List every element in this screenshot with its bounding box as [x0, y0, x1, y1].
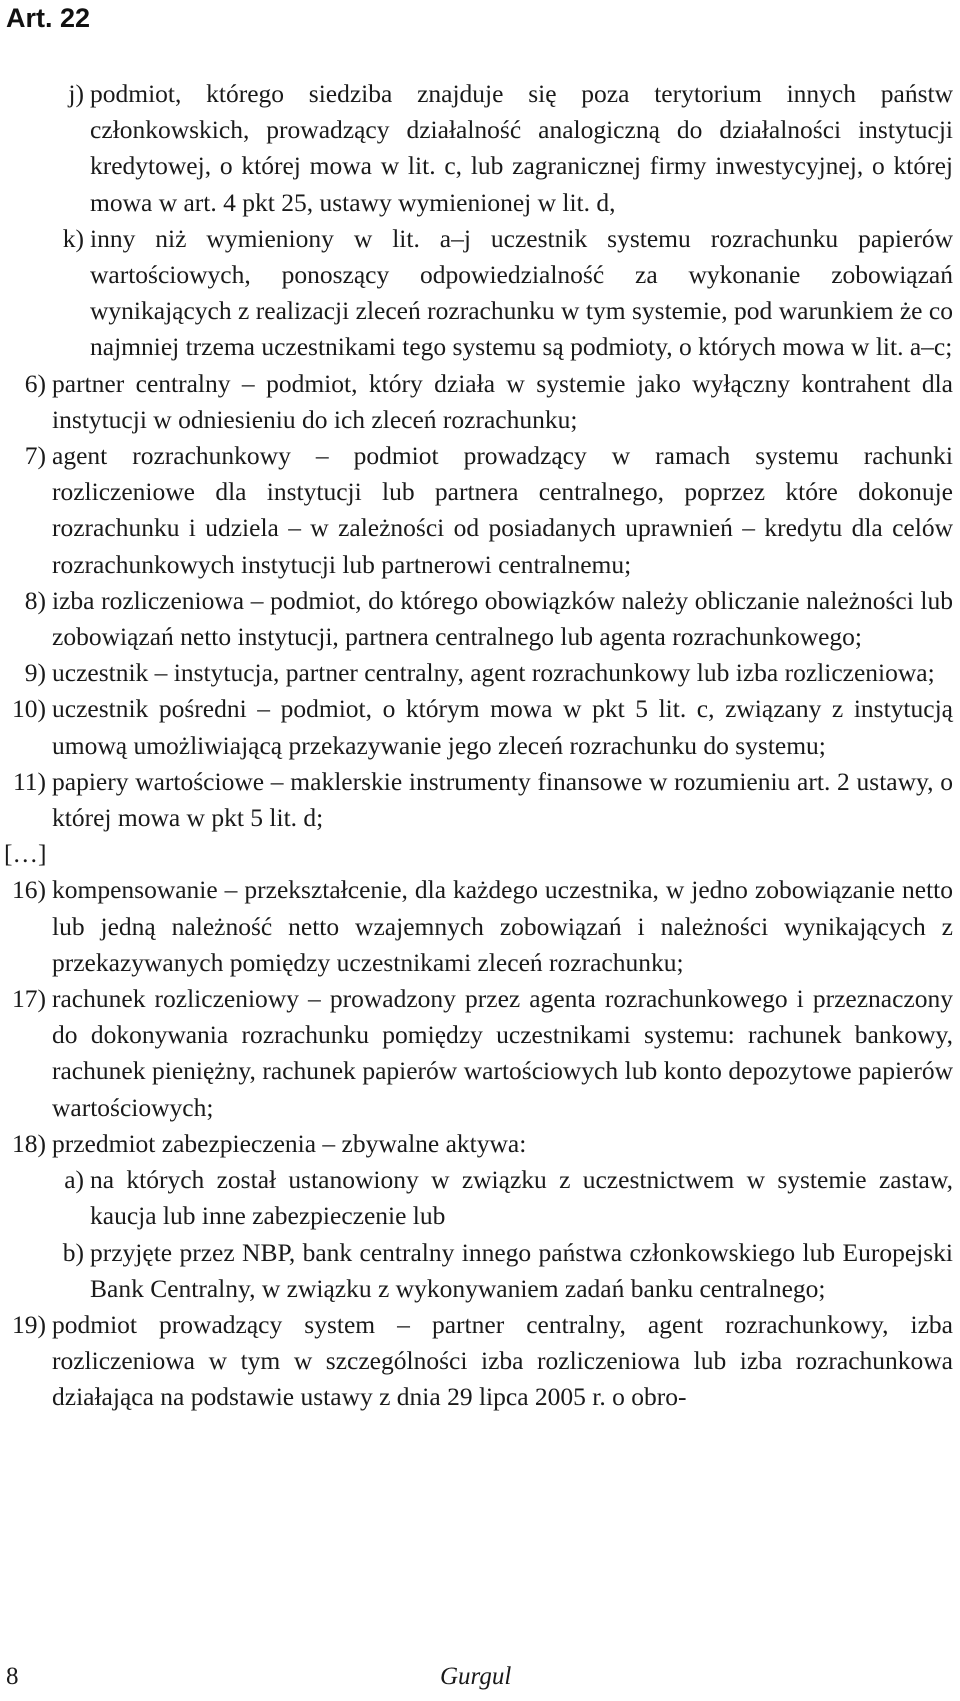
item-text: uczestnik pośredni – podmiot, o którym mowa w pkt 5 lit. c, związany z instytucją umową umożliwiającą przekazywanie jego zleceń rozrachunku do systemu;: [52, 694, 953, 760]
list-item: [0, 872, 960, 981]
sub-list-item: [0, 1162, 960, 1234]
item-number: 18): [12, 1128, 46, 1158]
item-text: […]: [4, 839, 47, 869]
item-text: podmiot, którego siedziba znajduje się poza terytorium innych państw członkowskich, prowadzący działalność analogiczną do działalności instytucji kredytowej, o której mowa w lit. c, lub zagranicznej firmy inwestycyjnej, o której mowa w art. 4 pkt 25, ustawy wymienionej w lit. d,: [90, 79, 953, 217]
list-item: [0, 76, 960, 221]
item-number: 8): [24, 585, 46, 615]
item-number: 7): [24, 441, 46, 471]
omission-marker: [0, 836, 960, 872]
list-item: [0, 438, 960, 583]
item-number: 6): [24, 368, 46, 398]
item-text: partner centralny – podmiot, który działa w systemie jako wyłączny kontrahent dla instytucji w odniesieniu do ich zleceń rozrachunku;: [52, 368, 953, 434]
list-item: [0, 1126, 960, 1162]
list-item: [0, 1307, 960, 1416]
item-number: 9): [24, 658, 46, 688]
article-heading: Art. 22: [6, 3, 91, 33]
list-item: [0, 764, 960, 836]
item-text: kompensowanie – przekształcenie, dla każdego uczestnika, w jedno zobowiązanie netto lub jedną należność netto wzajemnych zobowiązań i należności wynikających z przekazywanych pomiędzy uczestnikami zleceń rozrachunku;: [52, 875, 953, 977]
item-text: podmiot prowadzący system – partner centralny, agent rozrachunkowy, izba rozliczeniowa w tym w szczególności izba rozliczeniowa lub izba rozrachunkowa działająca na podstawie ustawy z dnia 29 lipca 2005 r. o obro-: [52, 1309, 953, 1412]
item-text: przedmiot zabezpieczenia – zbywalne aktywa:: [52, 1128, 527, 1158]
item-number: k): [62, 223, 84, 253]
list-item: [0, 583, 960, 655]
item-text: na których został ustanowiony w związku z uczestnictwem w systemie zastaw, kaucja lub inne zabezpieczenie lub: [90, 1165, 953, 1231]
item-number: j): [68, 79, 84, 108]
list-item: [0, 221, 960, 366]
list-item: [0, 655, 960, 691]
item-number: 11): [12, 766, 46, 796]
item-text: agent rozrachunkowy – podmiot prowadzący w ramach systemu rachunki rozliczeniowe dla instytucji lub partnera centralnego, poprzez które dokonuje rozrachunku i udziela – w zależności od posiadanych uprawnień – kredytu dla celów rozrachunkowych instytucji lub partnerowi centralnemu;: [52, 441, 953, 579]
page-number: 8: [6, 1663, 19, 1690]
item-number: 19): [12, 1309, 46, 1339]
running-author: Gurgul: [440, 1663, 512, 1690]
list-item: [0, 366, 960, 438]
item-number: 16): [12, 875, 46, 905]
item-text: izba rozliczeniowa – podmiot, do którego obowiązków należy obliczanie należności lub zobowiązań netto instytucji, partnera centralnego lub agenta rozrachunkowego;: [52, 585, 953, 652]
item-text: rachunek rozliczeniowy – prowadzony przez agenta rozrachunkowego i przeznaczony do dokonywania rozrachunku pomiędzy uczestnikami systemu: rachunek bankowy, rachunek pieniężny, rachunek papierów wartościowych lub konto depozytowe papierów wartościowych;: [52, 984, 953, 1122]
article-body: [0, 76, 960, 1416]
list-item: [0, 981, 960, 1126]
item-letter: a): [64, 1165, 84, 1195]
list-item: [0, 691, 960, 763]
item-number: 17): [12, 984, 46, 1014]
sub-list-item: [0, 1235, 960, 1307]
item-number: 10): [12, 694, 46, 724]
item-letter: b): [62, 1237, 84, 1267]
item-text: uczestnik – instytucja, partner centralny, agent rozrachunkowy lub izba rozliczeniowa;: [52, 658, 935, 688]
item-text: papiery wartościowe – maklerskie instrumenty finansowe w rozumieniu art. 2 ustawy, o której mowa w pkt 5 lit. d;: [52, 766, 953, 833]
item-text: inny niż wymieniony w lit. a–j uczestnik systemu rozrachunku papierów wartościowych, ponoszący odpowiedzialność za wykonanie zobowiązań wynikających z realizacji zleceń rozrachunku w tym systemie, pod warunkiem że co najmniej trzema uczestnikami tego systemu są podmioty, o których mowa w lit. a–c;: [90, 223, 953, 362]
item-text: przyjęte przez NBP, bank centralny innego państwa członkowskiego lub Europejski Bank Centralny, w związku z wykonywaniem zadań banku centralnego;: [90, 1237, 953, 1303]
